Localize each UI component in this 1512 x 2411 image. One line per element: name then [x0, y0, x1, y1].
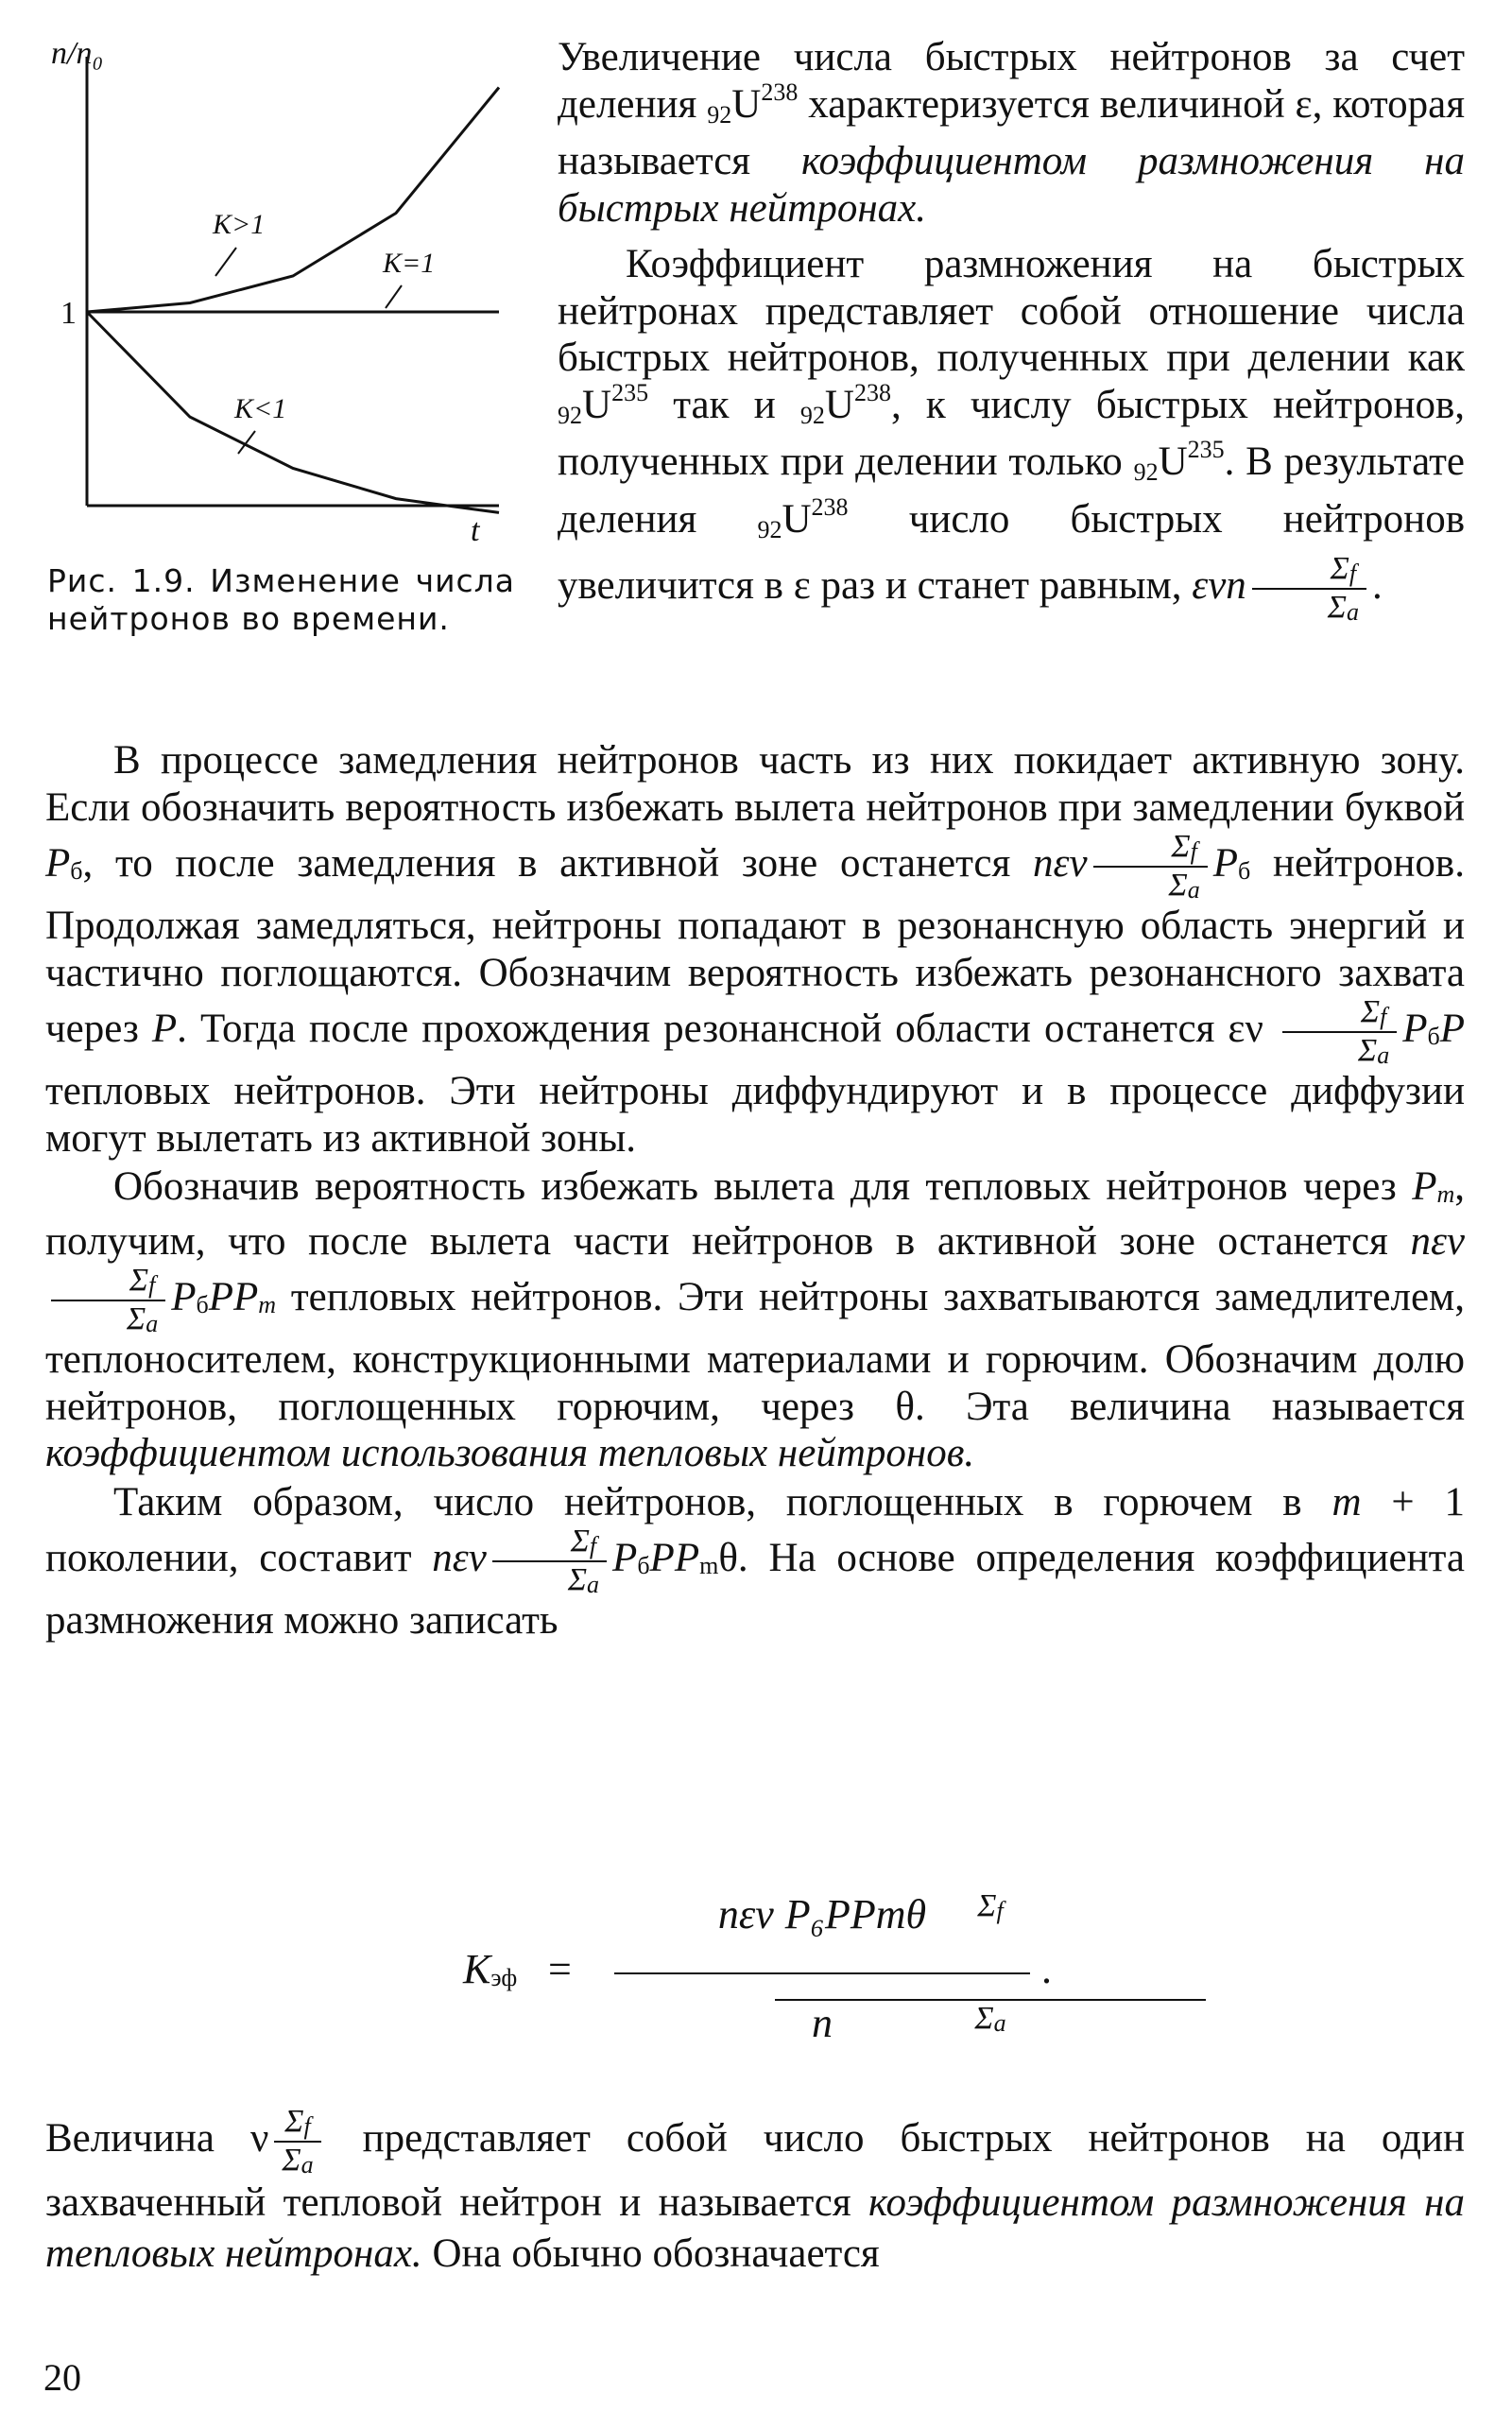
fraction-sigma-f-over-sigma-a: $\frac{\Sigma f}{\Sigma a}$ — [1282, 996, 1397, 1068]
paragraph-fast-fission-definition: Коэффициент размножения на быстрых нейтронах представляет собой отношение числа быстрых нейтронов, полученных при делении как $92U^{235}$ так и $92U^{238}$, к числу быстрых нейтронов, полученных при делении только $92U^{235}$. В результате деления $92U^{238}$ число быстрых нейтронов увеличится в ε раз и станет равным, ενn $\frac{\Sigma f}{\Sigma a}$ . — [558, 242, 1466, 626]
formula-equals: = — [548, 1946, 572, 1992]
paragraph-thermal-multiplication: Величина ν $\frac{\Sigma f}{\Sigma a}$ представляет собой число быстрых нейтронов на один захваченный тепловой нейтрон и называется коэффициентом размножения на тепловых нейтронах. Она обычно обозначается — [45, 2104, 1465, 2276]
paragraph-fast-fission-factor: Увеличение числа быстрых нейтронов за счет деления $92U^{238}$ характеризуется величиной ε, которая называется коэффициентом размножения на быстрых нейтронах. — [558, 35, 1466, 231]
y-axis-label: n/n₀ — [51, 36, 104, 71]
fraction-sigma-f-over-sigma-a: $\frac{\Sigma f}{\Sigma a}$ — [274, 2106, 320, 2178]
figure-caption: Рис. 1.9. Изменение числа нейтронов во времени. — [47, 562, 515, 637]
paragraph-moderation-leakage: В процессе замедления нейтронов часть из них покидает активную зону. Если обозначить вероятность избежать вылета нейтронов при замедлении буквой Pб, то после замедления в активной зоне останется nεν $\frac{\Sigma f}{\Sigma a}$ Pб нейтронов. Продолжая замедляться, нейтроны попадают в резонансную область энергий и частично поглощаются. Обозначим вероятность избежать резонансного захвата через P. Тогда после прохождения резонансной области останется εν $\frac{\Sigma f}{\Sigma a}$ PбP тепловых нейтронов. Эти нейтроны диффундируют и в процессе диффузии могут вылетать из активной зоны. — [45, 738, 1465, 1161]
chart-axes — [87, 57, 499, 506]
paragraph-absorbed-in-fuel: Таким образом, число нейтронов, поглощенных в горючем в m + 1 поколении, составит nεν $\frac{\Sigma f}{\Sigma a}$ PбPPmθ. На основе определения коэффициента размножения можно записать — [45, 1479, 1465, 1643]
fraction-sigma-f-over-sigma-a: $\frac{\Sigma f}{\Sigma a}$ — [51, 1265, 165, 1336]
series-curve-k-lt-1 — [87, 312, 499, 512]
figure-neutron-count — [38, 36, 515, 662]
series-label-k-gt-1: K>1 — [213, 209, 266, 240]
fraction-sigma-f-over-sigma-a: $\frac{\Sigma f}{\Sigma a}$ — [492, 1525, 607, 1597]
formula-numerator: nεν $\frac{\Sigma f}{\Sigma a}$ P₆PPmθ — [614, 1890, 1030, 1938]
chart-svg — [38, 38, 510, 529]
formula-lhs: Kэф — [463, 1946, 518, 1992]
fraction-sigma-f-over-sigma-a: $\frac{\Sigma f}{\Sigma a}$ — [1093, 831, 1208, 903]
y-tick-label-one: 1 — [60, 296, 77, 331]
formula-denominator: n — [812, 2000, 833, 2046]
x-axis-label: t — [471, 513, 480, 548]
text-body-final — [45, 2106, 1465, 2280]
paragraph-thermal-leakage: Обозначив вероятность избежать вылета для тепловых нейтронов через Pm, получим, что после вылета части нейтронов в активной зоне останется nεν $\frac{\Sigma f}{\Sigma a}$ PбPPm тепловых нейтронов. Эти нейтроны захватываются замедлителем, теплоносителем, конструкционными материалами и горючим. Обозначим долю нейтронов, поглощенных горючим, через θ. Эта величина называется коэффициентом использования тепловых нейтронов. — [45, 1164, 1465, 1475]
text-body-main — [45, 737, 1465, 1645]
series-label-k-lt-1: K<1 — [234, 393, 287, 424]
formula-fraction-bar — [614, 1972, 1030, 1974]
chart-curves — [87, 88, 499, 513]
formula-k-effective — [454, 1890, 1058, 2051]
pointer-k-eq-1 — [386, 285, 402, 308]
series-label-k-eq-1: K=1 — [383, 248, 436, 279]
formula-period: . — [1041, 1946, 1052, 1992]
text-column-right — [558, 34, 1465, 625]
series-curve-k-gt-1 — [87, 88, 499, 313]
pointer-k-gt-1 — [215, 248, 236, 276]
fraction-sigma-f-over-sigma-a: $\frac{\Sigma f}{\Sigma a}$ — [1252, 553, 1366, 625]
page-number: 20 — [43, 2356, 81, 2399]
